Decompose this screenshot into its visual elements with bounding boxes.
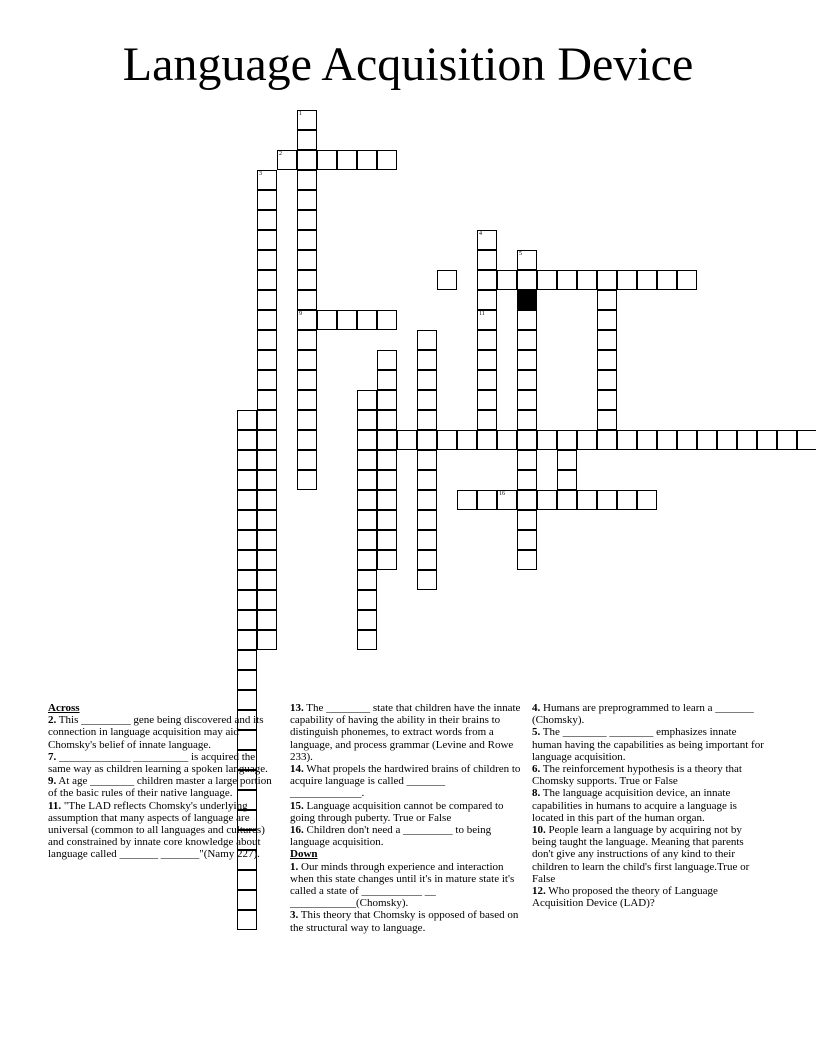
grid-cell[interactable] bbox=[297, 350, 317, 370]
grid-cell[interactable] bbox=[297, 110, 317, 130]
grid-cell[interactable] bbox=[537, 430, 557, 450]
grid-cell[interactable] bbox=[597, 290, 617, 310]
grid-cell[interactable] bbox=[477, 370, 497, 390]
clue-text: Our minds through experience and interaction when this state changes until it's in mature state it's called a state of ___________ __ ____________(Chomsky). bbox=[290, 860, 515, 910]
grid-cell[interactable] bbox=[497, 490, 517, 510]
grid-cell[interactable] bbox=[237, 870, 257, 890]
grid-cell[interactable] bbox=[297, 190, 317, 210]
grid-cell[interactable] bbox=[517, 370, 537, 390]
grid-cell[interactable] bbox=[677, 430, 697, 450]
grid-cell[interactable] bbox=[357, 410, 377, 430]
grid-cell[interactable] bbox=[297, 270, 317, 290]
grid-cell[interactable] bbox=[377, 150, 397, 170]
grid-cell[interactable] bbox=[257, 550, 277, 570]
grid-cell[interactable] bbox=[757, 430, 777, 450]
grid-cell[interactable] bbox=[477, 430, 497, 450]
clue-number-label: 10. bbox=[532, 824, 546, 837]
grid-cell[interactable] bbox=[337, 310, 357, 330]
grid-cell[interactable] bbox=[257, 190, 277, 210]
clue-number-label: 7. bbox=[48, 750, 57, 763]
clue-text: Language acquisition cannot be compared to going through puberty. True or False bbox=[290, 799, 504, 824]
grid-cell[interactable] bbox=[417, 330, 437, 350]
grid-cell[interactable] bbox=[477, 410, 497, 430]
grid-cell[interactable] bbox=[317, 150, 337, 170]
grid-cell[interactable] bbox=[597, 430, 617, 450]
clue bbox=[290, 861, 522, 910]
grid-cell[interactable] bbox=[237, 650, 257, 670]
grid-cell[interactable] bbox=[597, 390, 617, 410]
grid-cell[interactable] bbox=[357, 150, 377, 170]
grid-cell[interactable] bbox=[297, 250, 317, 270]
grid-cell[interactable] bbox=[637, 270, 657, 290]
grid-cell[interactable] bbox=[417, 410, 437, 430]
grid-cell[interactable] bbox=[597, 330, 617, 350]
grid-cell[interactable] bbox=[577, 270, 597, 290]
clue bbox=[48, 751, 280, 775]
grid-cell[interactable] bbox=[417, 350, 437, 370]
grid-cell[interactable] bbox=[377, 410, 397, 430]
grid-cell[interactable] bbox=[357, 470, 377, 490]
grid-cell[interactable] bbox=[597, 490, 617, 510]
grid-cell[interactable] bbox=[477, 290, 497, 310]
clue-number: 3 bbox=[259, 171, 262, 177]
grid-cell[interactable] bbox=[637, 490, 657, 510]
grid-cell[interactable] bbox=[477, 230, 497, 250]
grid-cell[interactable] bbox=[357, 390, 377, 410]
grid-cell[interactable] bbox=[557, 430, 577, 450]
grid-cell[interactable] bbox=[517, 510, 537, 530]
grid-cell[interactable] bbox=[257, 430, 277, 450]
grid-cell[interactable] bbox=[657, 270, 677, 290]
grid-cell[interactable] bbox=[237, 550, 257, 570]
clue-number-label: 16. bbox=[290, 824, 304, 837]
grid-cell[interactable] bbox=[597, 410, 617, 430]
grid-cell[interactable] bbox=[237, 410, 257, 430]
grid-cell[interactable] bbox=[457, 490, 477, 510]
grid-cell[interactable] bbox=[237, 530, 257, 550]
grid-cell[interactable] bbox=[517, 250, 537, 270]
across-header: Across bbox=[48, 702, 80, 714]
grid-cell[interactable] bbox=[597, 370, 617, 390]
clue-number-label: 9. bbox=[48, 775, 57, 788]
grid-cell[interactable] bbox=[257, 410, 277, 430]
grid-cell[interactable] bbox=[257, 330, 277, 350]
clue-number-label: 12. bbox=[532, 885, 546, 898]
grid-cell[interactable] bbox=[477, 270, 497, 290]
grid-cell[interactable] bbox=[377, 390, 397, 410]
grid-cell[interactable] bbox=[257, 510, 277, 530]
grid-cell[interactable] bbox=[797, 430, 816, 450]
clue bbox=[290, 702, 522, 763]
grid-cell[interactable] bbox=[297, 310, 317, 330]
clue-number-label: 15. bbox=[290, 799, 304, 812]
grid-cell[interactable] bbox=[257, 530, 277, 550]
clues-column-3 bbox=[532, 702, 764, 909]
grid-cell[interactable] bbox=[517, 530, 537, 550]
grid-cell[interactable] bbox=[377, 310, 397, 330]
grid-cell[interactable] bbox=[257, 210, 277, 230]
grid-cell[interactable] bbox=[297, 370, 317, 390]
grid-cell[interactable] bbox=[497, 270, 517, 290]
grid-cell[interactable] bbox=[237, 590, 257, 610]
grid-cell[interactable] bbox=[517, 410, 537, 430]
clue-text: The ________ ________ emphasizes innate human having the capabilities as being important for language acquisition. bbox=[532, 726, 764, 763]
grid-cell[interactable] bbox=[257, 390, 277, 410]
grid-cell[interactable] bbox=[557, 490, 577, 510]
grid-cell[interactable] bbox=[517, 390, 537, 410]
grid-cell[interactable] bbox=[357, 590, 377, 610]
grid-cell[interactable] bbox=[417, 390, 437, 410]
grid-cell[interactable] bbox=[237, 490, 257, 510]
grid-cell[interactable] bbox=[477, 390, 497, 410]
clue-number: 5 bbox=[519, 251, 522, 257]
grid-cell[interactable] bbox=[397, 430, 417, 450]
grid-cell[interactable] bbox=[357, 490, 377, 510]
grid-cell[interactable] bbox=[537, 270, 557, 290]
grid-cell[interactable] bbox=[257, 170, 277, 190]
grid-cell[interactable] bbox=[517, 330, 537, 350]
grid-cell[interactable] bbox=[517, 470, 537, 490]
grid-cell[interactable] bbox=[417, 470, 437, 490]
grid-cell[interactable] bbox=[417, 510, 437, 530]
grid-cell[interactable] bbox=[357, 550, 377, 570]
grid-cell[interactable] bbox=[357, 430, 377, 450]
grid-cell[interactable] bbox=[297, 450, 317, 470]
grid-cell[interactable] bbox=[357, 510, 377, 530]
grid-cell[interactable] bbox=[357, 570, 377, 590]
clue-number: 4 bbox=[479, 231, 482, 237]
grid-cell[interactable] bbox=[477, 250, 497, 270]
grid-cell[interactable] bbox=[517, 450, 537, 470]
clues-column-1 bbox=[48, 702, 280, 861]
clue-number-label: 13. bbox=[290, 702, 304, 714]
grid-cell[interactable] bbox=[777, 430, 797, 450]
clues-column-2 bbox=[290, 702, 522, 934]
grid-cell[interactable] bbox=[297, 390, 317, 410]
grid-cell[interactable] bbox=[297, 430, 317, 450]
black-square bbox=[517, 290, 537, 310]
grid-cell[interactable] bbox=[517, 350, 537, 370]
clue-number: 9 bbox=[299, 311, 302, 317]
clue-text: Who proposed the theory of Language Acquisition Device (LAD)? bbox=[532, 885, 718, 910]
down-header: Down bbox=[290, 848, 318, 861]
grid-cell[interactable] bbox=[277, 150, 297, 170]
grid-cell[interactable] bbox=[237, 670, 257, 690]
clue-text: What propels the hardwired brains of children to acquire language is called _______ _____________. bbox=[290, 763, 521, 800]
grid-cell[interactable] bbox=[257, 450, 277, 470]
grid-cell[interactable] bbox=[257, 490, 277, 510]
grid-cell[interactable] bbox=[297, 230, 317, 250]
grid-cell[interactable] bbox=[297, 470, 317, 490]
clue-text: Children don't need a _________ to being language acquisition. bbox=[290, 824, 492, 849]
grid-cell[interactable] bbox=[617, 430, 637, 450]
grid-cell[interactable] bbox=[377, 470, 397, 490]
grid-cell[interactable] bbox=[297, 170, 317, 190]
clue-text: The reinforcement hypothesis is a theory that Chomsky supports. True or False bbox=[532, 763, 742, 788]
grid-cell[interactable] bbox=[457, 430, 477, 450]
grid-cell[interactable] bbox=[537, 490, 557, 510]
grid-cell[interactable] bbox=[237, 910, 257, 930]
grid-cell[interactable] bbox=[257, 370, 277, 390]
grid-cell[interactable] bbox=[297, 410, 317, 430]
clue-text: This _________ gene being discovered and its connection in language acquisition may aid Chomsky's belief of innate language. bbox=[48, 714, 264, 751]
clue-text: The ________ state that children have the innate capability of having the ability in their brains to distinguish phonemes, to extract words from a language, and process grammar (Levine and Rowe 233). bbox=[290, 702, 521, 763]
grid-cell[interactable] bbox=[477, 330, 497, 350]
grid-cell[interactable] bbox=[557, 270, 577, 290]
grid-cell[interactable] bbox=[357, 310, 377, 330]
clue bbox=[290, 824, 522, 848]
grid-cell[interactable] bbox=[357, 610, 377, 630]
grid-cell[interactable] bbox=[417, 430, 437, 450]
grid-cell[interactable] bbox=[417, 450, 437, 470]
grid-cell[interactable] bbox=[437, 430, 457, 450]
grid-cell[interactable] bbox=[257, 270, 277, 290]
clue-text: The language acquisition device, an innate capabilities in humans to acquire a language is located in this part of the human organ. bbox=[532, 787, 737, 824]
grid-cell[interactable] bbox=[477, 490, 497, 510]
grid-cell[interactable] bbox=[517, 490, 537, 510]
grid-cell[interactable] bbox=[257, 250, 277, 270]
grid-cell[interactable] bbox=[257, 350, 277, 370]
grid-cell[interactable] bbox=[257, 570, 277, 590]
grid-cell[interactable] bbox=[297, 330, 317, 350]
grid-cell[interactable] bbox=[237, 450, 257, 470]
grid-cell[interactable] bbox=[717, 430, 737, 450]
clue-number-label: 1. bbox=[290, 860, 299, 873]
clue bbox=[532, 885, 764, 909]
grid-cell[interactable] bbox=[237, 470, 257, 490]
clue-number-label: 14. bbox=[290, 763, 304, 776]
grid-cell[interactable] bbox=[377, 510, 397, 530]
clue bbox=[48, 714, 280, 751]
grid-cell[interactable] bbox=[477, 310, 497, 330]
grid-cell[interactable] bbox=[297, 150, 317, 170]
grid-cell[interactable] bbox=[597, 350, 617, 370]
grid-cell[interactable] bbox=[577, 430, 597, 450]
grid-cell[interactable] bbox=[737, 430, 757, 450]
grid-cell[interactable] bbox=[257, 590, 277, 610]
grid-cell[interactable] bbox=[297, 210, 317, 230]
grid-cell[interactable] bbox=[377, 530, 397, 550]
grid-cell[interactable] bbox=[297, 290, 317, 310]
grid-cell[interactable] bbox=[377, 350, 397, 370]
clue-number: 2 bbox=[279, 151, 282, 157]
grid-cell[interactable] bbox=[417, 570, 437, 590]
clue bbox=[532, 787, 764, 824]
grid-cell[interactable] bbox=[597, 310, 617, 330]
grid-cell[interactable] bbox=[377, 450, 397, 470]
clue bbox=[532, 824, 764, 885]
grid-cell[interactable] bbox=[377, 550, 397, 570]
grid-cell[interactable] bbox=[657, 430, 677, 450]
grid-cell[interactable] bbox=[317, 310, 337, 330]
grid-cell[interactable] bbox=[237, 630, 257, 650]
grid-cell[interactable] bbox=[677, 270, 697, 290]
clue-number: 1 bbox=[299, 111, 302, 117]
grid-cell[interactable] bbox=[617, 270, 637, 290]
clue-number-label: 2. bbox=[48, 714, 57, 727]
grid-cell[interactable] bbox=[597, 270, 617, 290]
grid-cell[interactable] bbox=[357, 450, 377, 470]
grid-cell[interactable] bbox=[497, 430, 517, 450]
grid-cell[interactable] bbox=[297, 130, 317, 150]
grid-cell[interactable] bbox=[257, 230, 277, 250]
grid-cell[interactable] bbox=[517, 430, 537, 450]
grid-cell[interactable] bbox=[257, 290, 277, 310]
grid-cell[interactable] bbox=[517, 550, 537, 570]
grid-cell[interactable] bbox=[237, 570, 257, 590]
grid-cell[interactable] bbox=[257, 610, 277, 630]
grid-cell[interactable] bbox=[577, 490, 597, 510]
grid-cell[interactable] bbox=[377, 370, 397, 390]
grid-cell[interactable] bbox=[257, 630, 277, 650]
grid-cell[interactable] bbox=[337, 150, 357, 170]
grid-cell[interactable] bbox=[517, 270, 537, 290]
grid-cell[interactable] bbox=[697, 430, 717, 450]
grid-cell[interactable] bbox=[477, 350, 497, 370]
clue-number-label: 4. bbox=[532, 702, 541, 714]
clue bbox=[48, 775, 280, 799]
grid-cell[interactable] bbox=[237, 610, 257, 630]
grid-cell[interactable] bbox=[417, 370, 437, 390]
clue bbox=[532, 763, 764, 787]
clue-text: "The LAD reflects Chomsky's underlying assumption that many aspects of language are universal (common to all languages and cultures) and constrained by innate core knowledge about language called _______ _______"(Namy 227). bbox=[48, 799, 265, 861]
clue-number-label: 5. bbox=[532, 726, 541, 739]
grid-cell[interactable] bbox=[237, 890, 257, 910]
grid-cell[interactable] bbox=[257, 310, 277, 330]
clue-text: _____________ __________ is acquired the same way as children learning a spoken language. bbox=[48, 750, 268, 776]
grid-cell[interactable] bbox=[417, 490, 437, 510]
grid-cell[interactable] bbox=[237, 510, 257, 530]
grid-cell[interactable] bbox=[357, 530, 377, 550]
grid-cell[interactable] bbox=[617, 490, 637, 510]
clue bbox=[532, 726, 764, 763]
clue-text: At age ________ children master a large portion of the basic rules of their native language. bbox=[48, 775, 272, 800]
grid-cell[interactable] bbox=[637, 430, 657, 450]
clue bbox=[290, 800, 522, 824]
clue bbox=[290, 763, 522, 800]
grid-cell[interactable] bbox=[557, 450, 577, 470]
clue-number-label: 6. bbox=[532, 763, 541, 776]
puzzle-title: Language Acquisition Device bbox=[122, 38, 694, 91]
grid-cell[interactable] bbox=[417, 550, 437, 570]
grid-cell[interactable] bbox=[557, 470, 577, 490]
clue bbox=[532, 702, 764, 726]
grid-cell[interactable] bbox=[257, 470, 277, 490]
grid-cell[interactable] bbox=[517, 310, 537, 330]
clue-number-label: 8. bbox=[532, 787, 541, 800]
grid-cell[interactable] bbox=[377, 490, 397, 510]
clue-number: 16 bbox=[499, 491, 505, 497]
grid-cell[interactable] bbox=[437, 270, 457, 290]
grid-cell[interactable] bbox=[357, 630, 377, 650]
grid-cell[interactable] bbox=[377, 430, 397, 450]
grid-cell[interactable] bbox=[237, 430, 257, 450]
clue-text: This theory that Chomsky is opposed of based on the structural way to language. bbox=[290, 909, 519, 934]
clue bbox=[48, 800, 280, 861]
clue-text: Humans are preprogrammed to learn a _______ (Chomsky). bbox=[532, 702, 754, 727]
clue-text: People learn a language by acquiring not by being taught the language. Meaning that parents don't give any instructions of any kind to their children to learn the child's first language.True or False bbox=[532, 824, 750, 885]
clue bbox=[290, 909, 522, 933]
clue-number-label: 3. bbox=[290, 909, 299, 922]
grid-cell[interactable] bbox=[417, 530, 437, 550]
clue-number: 11 bbox=[479, 311, 485, 317]
clue-number-label: 11. bbox=[48, 799, 62, 812]
